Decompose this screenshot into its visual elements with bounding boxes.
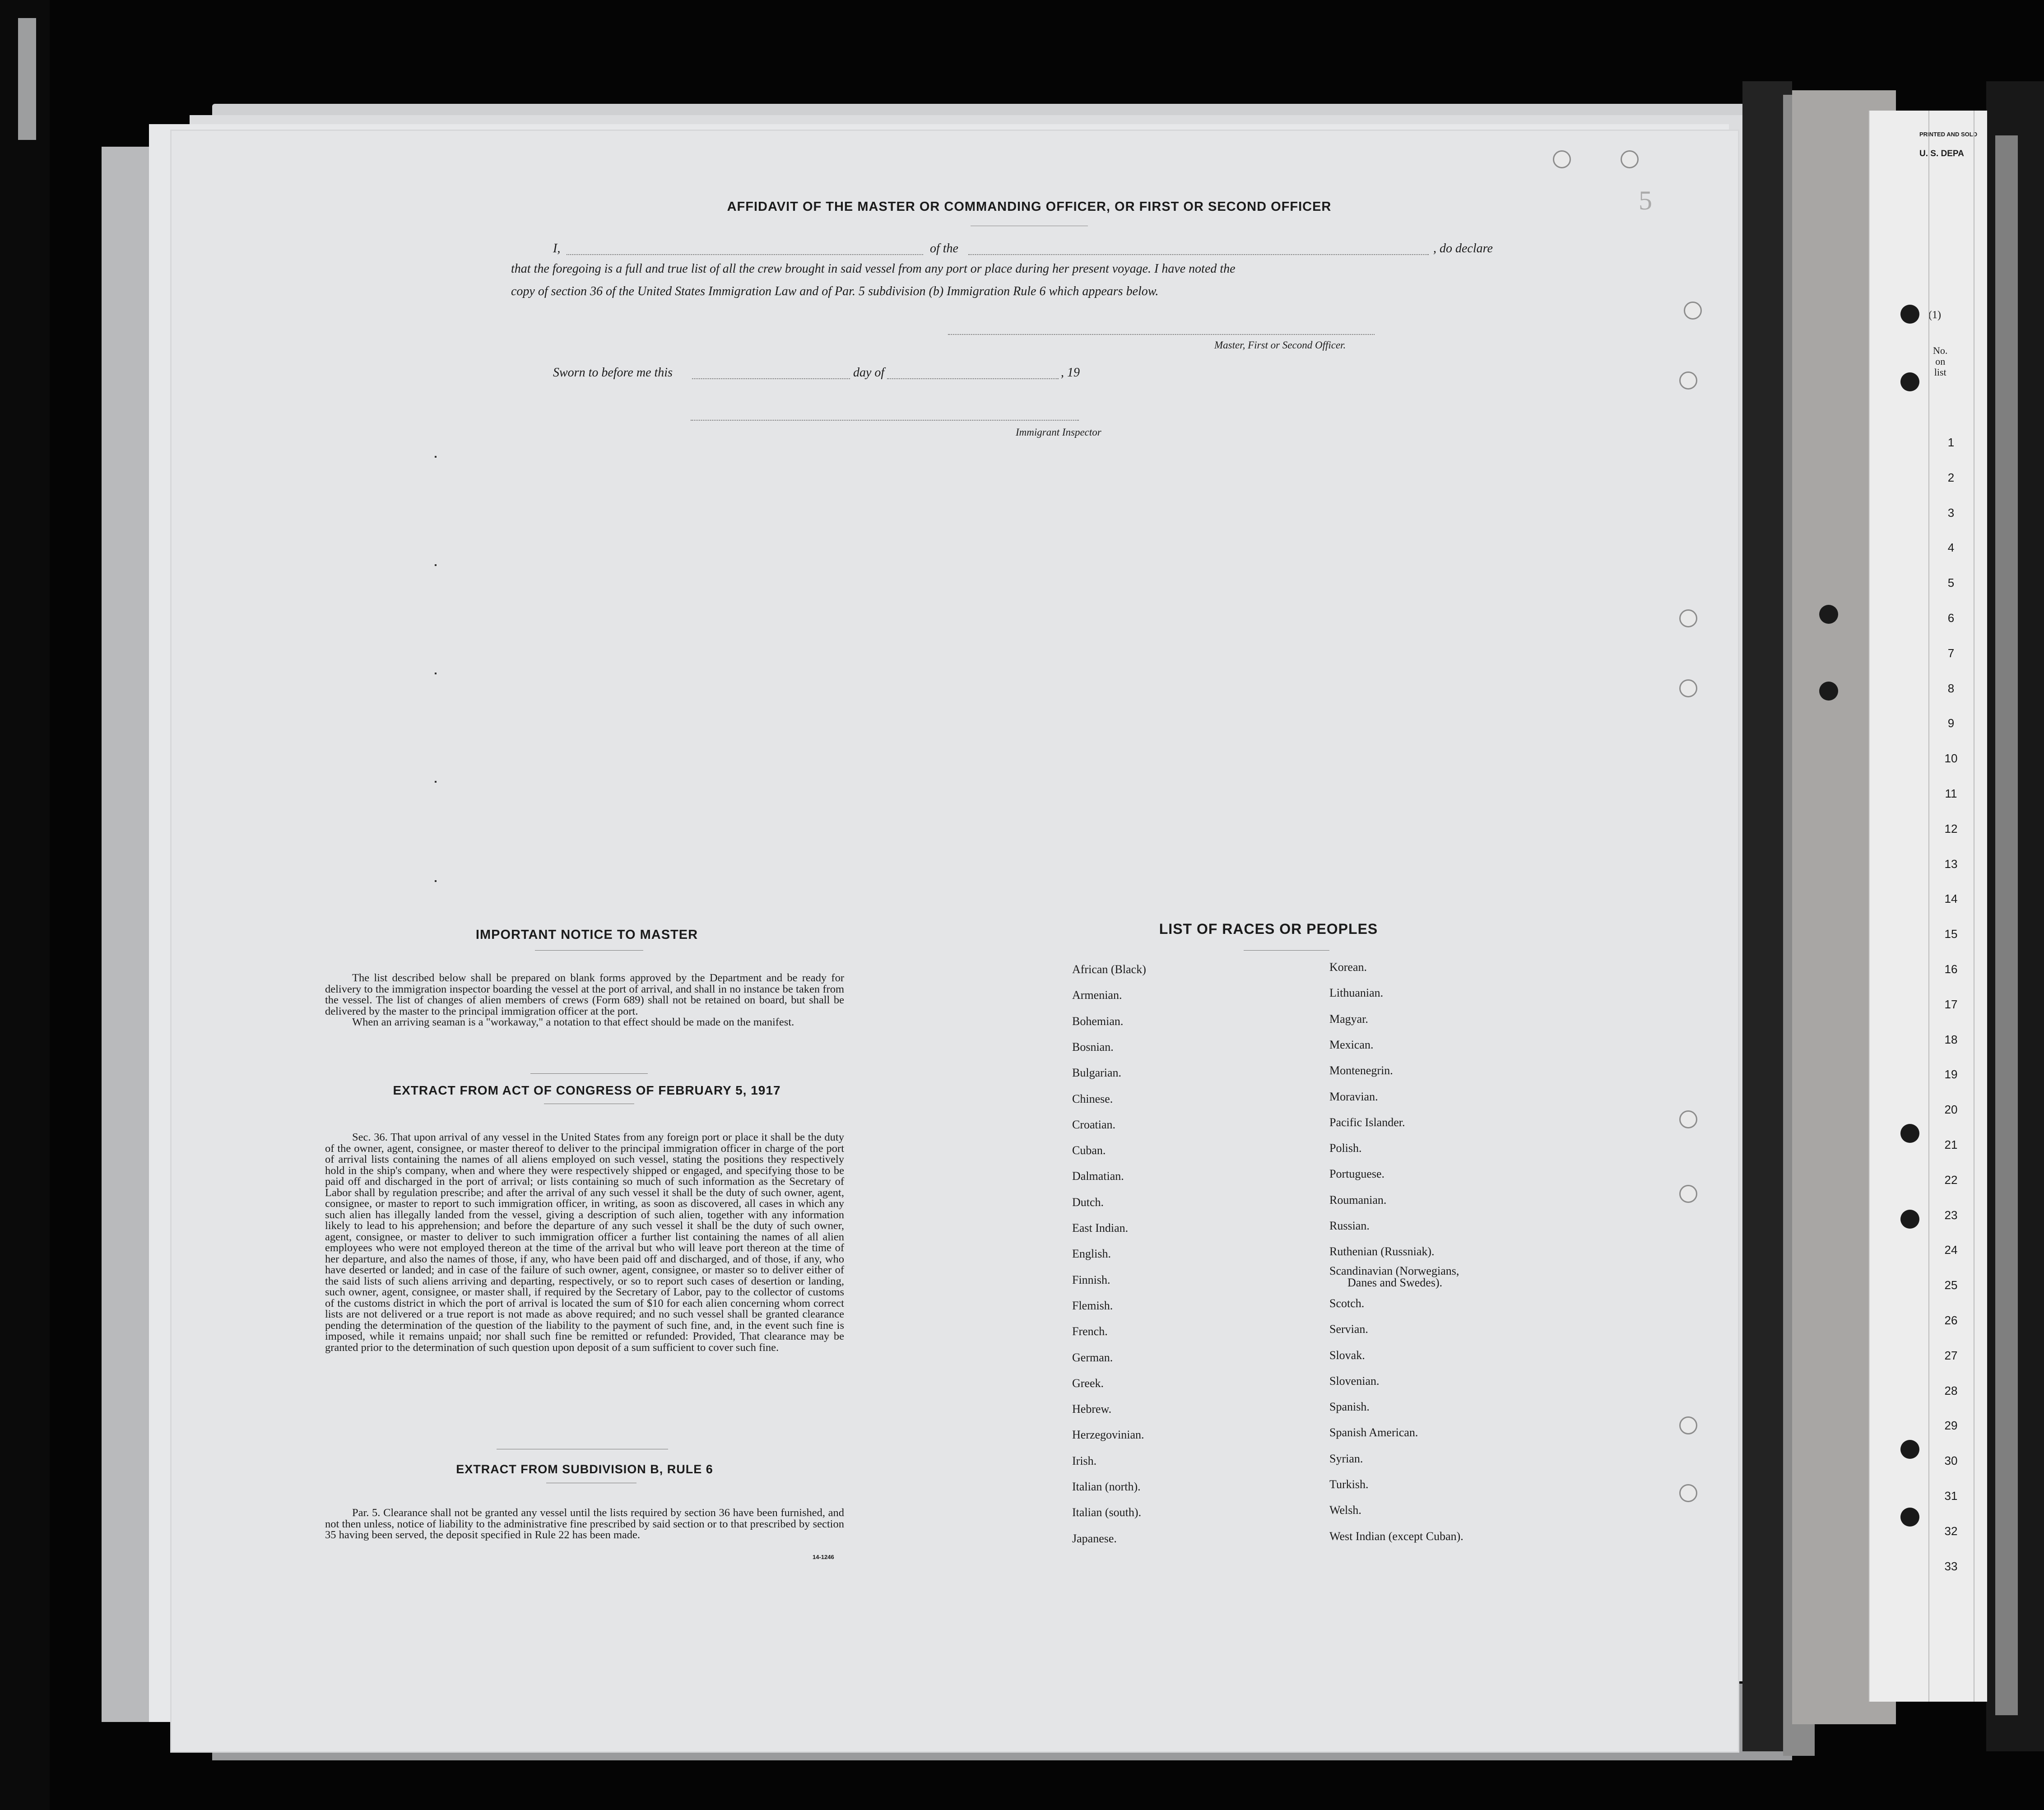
master-label: Master, First or Second Officer. — [1214, 339, 1346, 351]
strip-row-number: 29 — [1944, 1419, 1958, 1433]
binder-hole — [1900, 1508, 1919, 1527]
strip-header-1: PRINTED AND SOLD — [1919, 131, 1978, 138]
binder-hole — [1679, 1185, 1697, 1203]
binder-hole — [1900, 372, 1919, 391]
strip-row-number: 19 — [1944, 1067, 1958, 1081]
race-item: Japanese. — [1072, 1532, 1117, 1545]
master-signature-line — [948, 334, 1375, 335]
strip-header-2: U. S. DEPA — [1919, 149, 1964, 158]
affidavit-declare: , do declare — [1433, 241, 1493, 255]
race-item: Moravian. — [1329, 1090, 1378, 1103]
strip-row-number: 7 — [1947, 646, 1955, 660]
extract-rule-title: EXTRACT FROM SUBDIVISION B, RULE 6 — [456, 1462, 713, 1476]
race-item: Slovenian. — [1329, 1374, 1380, 1388]
strip-row-number: 13 — [1944, 857, 1958, 871]
race-item: Ruthenian (Russniak). — [1329, 1245, 1435, 1258]
binder-hole — [1900, 1124, 1919, 1143]
margin-dot — [435, 781, 437, 783]
race-item: Slovak. — [1329, 1348, 1365, 1362]
strip-sub-no: No. — [1933, 345, 1948, 356]
race-item: Dalmatian. — [1072, 1170, 1124, 1183]
extract-rule-body — [325, 1508, 844, 1541]
race-item: Spanish American. — [1329, 1426, 1418, 1439]
race-item: Lithuanian. — [1329, 986, 1384, 1000]
race-item: Scotch. — [1329, 1296, 1365, 1310]
race-item: Pacific Islander. — [1329, 1115, 1405, 1129]
strip-row-number: 8 — [1947, 681, 1955, 695]
binder-hole — [1679, 371, 1697, 390]
right-binding-strip — [1995, 135, 2018, 1715]
manifest-page — [172, 131, 1738, 1751]
strip-sub-on: on — [1935, 356, 1946, 367]
extract-act-title: EXTRACT FROM ACT OF CONGRESS OF FEBRUARY 5, 1917 — [393, 1083, 781, 1097]
strip-row-number: 23 — [1944, 1208, 1958, 1222]
strip-row-number: 9 — [1947, 716, 1955, 730]
strip-row-number: 18 — [1944, 1032, 1958, 1046]
races-rule — [1244, 950, 1329, 951]
affidavit-of-the: of the — [930, 241, 958, 255]
name-blank — [567, 254, 923, 255]
strip-row-number: 12 — [1944, 821, 1958, 835]
left-binding-strip — [18, 18, 36, 140]
race-item: Roumanian. — [1329, 1193, 1387, 1207]
race-item: French. — [1072, 1325, 1108, 1338]
inspector-signature-line — [691, 420, 1079, 421]
race-item: Armenian. — [1072, 989, 1122, 1002]
strip-row-number: 25 — [1944, 1278, 1958, 1292]
races-title: LIST OF RACES OR PEOPLES — [1159, 921, 1378, 937]
race-item: Syrian. — [1329, 1452, 1363, 1465]
strip-row-number: 22 — [1944, 1173, 1958, 1187]
strip-row-number: 6 — [1947, 611, 1955, 625]
race-item: Bosnian. — [1072, 1040, 1114, 1054]
strip-column-label: (1) — [1928, 309, 1941, 321]
race-item: Croatian. — [1072, 1118, 1116, 1131]
race-item: Portuguese. — [1329, 1167, 1385, 1181]
vessel-blank — [968, 254, 1429, 255]
race-item: Italian (south). — [1072, 1506, 1142, 1519]
race-item: African (Black) — [1072, 963, 1146, 976]
sworn-line — [553, 366, 1185, 384]
race-item: Montenegrin. — [1329, 1064, 1393, 1077]
strip-row-number: 33 — [1944, 1559, 1958, 1573]
race-item: Polish. — [1329, 1142, 1362, 1155]
binder-hole — [1553, 150, 1571, 168]
race-item: Hebrew. — [1072, 1402, 1112, 1416]
race-item: Irish. — [1072, 1454, 1097, 1467]
section-36-text: Sec. 36. That upon arrival of any vessel in the United States from any foreign port or place it shall be the duty of the owner, agent, consignee, or master thereof to deliver to the principal immigration officer in charge of the port of arrival lists containing the names of all aliens employed on such vessel, stating the positions they respectively hold in the ship's company, when and where they were respectively shipped or engaged, and specifying those to be paid off and discharged in the port of arrival; or lists containing so much of such information as the Secretary of Labor shall by regulation prescribe; and after the arrival of any such vessel it shall be the duty of such owner, agent, consignee, or master to report to such immigration officer, in writing, as soon as discovered, all cases in which any such alien has illegally landed from the vessel, giving a description of such alien, together with any information likely to lead to his apprehension; and before the departure of any such vessel it shall be the duty of such owner, agent, consignee, or master to deliver to such immigration officer a further list containing the names of all alien employees who were not employed thereon at the time of the arrival but who will leave port thereon at the time of her departure, and also the names of those, if any, who have been paid off and discharged, and of those, if any, who have deserted or landed; and in case of the failure of such owner, agent, consignee, or master so to deliver either of the said lists of such aliens arriving and departing, respectively, or so to report such cases of desertion or landing, such owner, agent, consignee, or master shall, if required by the Secretary of Labor, pay to the collector of customs of the customs district in which the port of arrival is located the sum of $10 for each alien concerning whom correct lists are not delivered or a true report is not made as above required; and no such vessel shall be granted clearance pending the determination of the question of the liability to the payment of such fine, and, in the event such fine is imposed, while it remains unpaid; nor shall such fine be remitted or refunded: Provided, That clearance may be granted prior to the determination of such question upon deposit of a sum sufficient to cover such fine. — [325, 1131, 844, 1354]
sworn-day-blank — [692, 378, 850, 379]
race-item: Russian. — [1329, 1219, 1370, 1232]
strip-row-number: 24 — [1944, 1243, 1958, 1257]
affidavit-line1 — [553, 241, 1555, 260]
margin-dot — [435, 564, 437, 566]
strip-sub-list: list — [1934, 367, 1946, 378]
month-blank — [887, 378, 1059, 379]
strip-row-number: 21 — [1944, 1138, 1958, 1151]
race-item: Dutch. — [1072, 1195, 1104, 1209]
strip-row-number: 27 — [1944, 1348, 1958, 1362]
race-item: Servian. — [1329, 1323, 1368, 1336]
affidavit-i: I, — [553, 241, 561, 255]
form-number: 14-1246 — [813, 1554, 834, 1560]
race-item: Italian (north). — [1072, 1480, 1141, 1493]
strip-row-number: 32 — [1944, 1524, 1958, 1538]
strip-row-number: 5 — [1947, 576, 1955, 590]
strip-row-number: 17 — [1944, 997, 1958, 1011]
strip-row-number: 10 — [1944, 752, 1958, 766]
margin-dot — [435, 673, 437, 674]
day-of-text: day of — [853, 366, 885, 380]
sworn-text: Sworn to before me this — [553, 366, 673, 380]
page-mark: 5 — [1639, 186, 1652, 215]
binder-hole — [1679, 1416, 1697, 1434]
race-item: Flemish. — [1072, 1299, 1113, 1312]
race-item: German. — [1072, 1351, 1113, 1364]
affidavit-title: AFFIDAVIT OF THE MASTER OR COMMANDING OFFICER, OR FIRST OR SECOND OFFICER — [727, 200, 1332, 214]
race-item: Finnish. — [1072, 1273, 1110, 1286]
race-item: Magyar. — [1329, 1012, 1368, 1026]
strip-row-number: 4 — [1947, 541, 1955, 555]
binder-hole — [1679, 679, 1697, 697]
strip-row-number: 14 — [1944, 892, 1958, 906]
year-text: , 19 — [1061, 366, 1080, 380]
race-item: Scandinavian (Norwegians, Danes and Swedes). — [1329, 1264, 1459, 1289]
race-item: Chinese. — [1072, 1092, 1113, 1105]
notice-rule — [535, 950, 643, 951]
strip-row-number: 2 — [1947, 470, 1955, 484]
binder-hole — [1684, 302, 1702, 320]
binder-hole — [1679, 1110, 1697, 1128]
strip-column-sub — [1933, 345, 1947, 378]
strip-row-number: 31 — [1944, 1489, 1958, 1503]
strip-row-number: 16 — [1944, 962, 1958, 976]
strip-row-number: 1 — [1947, 436, 1955, 449]
strip-row-number: 11 — [1945, 787, 1957, 800]
binder-hole — [1621, 150, 1639, 168]
strip-rule — [1928, 111, 1929, 1702]
strip-row-number: 20 — [1944, 1103, 1958, 1117]
race-item: English. — [1072, 1247, 1111, 1261]
binder-hole — [1900, 305, 1919, 324]
race-item: Mexican. — [1329, 1038, 1374, 1051]
extract-act-body — [325, 1132, 844, 1353]
race-item: Spanish. — [1329, 1400, 1370, 1414]
strip-row-number: 28 — [1944, 1383, 1958, 1397]
notice-paragraph-1: The list described below shall be prepared on blank forms approved by the Department and be ready for delivery to the immigration inspector boarding the vessel at the port of arrival, and shall in no instance be taken from the vessel. The list of changes of alien members of crews (Form 689) shall not be retained on board, but shall be delivered by the master to the principal immigration officer at the port. — [325, 972, 844, 1017]
affidavit-line3: copy of section 36 of the United States Immigration Law and of Par. 5 subdivision (b) Immigration Rule 6 which appears below. — [511, 284, 1159, 298]
affidavit-line2: that the foregoing is a full and true list of all the crew brought in said vessel from any port or place during her present voyage. I have noted the — [511, 262, 1236, 276]
notice-body — [325, 973, 844, 1028]
binder-hole — [1819, 605, 1838, 624]
race-item: Cuban. — [1072, 1144, 1106, 1157]
strip-row-number: 3 — [1947, 506, 1955, 520]
race-item: Greek. — [1072, 1376, 1104, 1390]
inspector-label: Immigrant Inspector — [1016, 427, 1101, 438]
par-5-text: Par. 5. Clearance shall not be granted any vessel until the lists required by section 36 have been furnished, and not then unless, notice of liability to the administrative fine prescribed by said section or to that prescribed by section 35 having been served, the deposit specified in Rule 22 has been made. — [325, 1507, 844, 1541]
binder-hole — [1900, 1440, 1919, 1459]
margin-dot — [435, 456, 437, 458]
strip-row-number: 26 — [1944, 1313, 1958, 1327]
race-item: Bohemian. — [1072, 1014, 1124, 1028]
race-item: Herzegovinian. — [1072, 1428, 1144, 1442]
race-item: Turkish. — [1329, 1478, 1369, 1491]
margin-dot — [435, 880, 437, 882]
notice-title: IMPORTANT NOTICE TO MASTER — [475, 928, 698, 942]
strip-row-number: 30 — [1944, 1454, 1958, 1468]
section-rule — [530, 1073, 648, 1074]
binder-hole — [1679, 1484, 1697, 1502]
strip-row-number: 15 — [1944, 927, 1958, 941]
binder-hole — [1819, 682, 1838, 701]
adjacent-list-strip — [1869, 111, 1987, 1702]
race-item: West Indian (except Cuban). — [1329, 1529, 1463, 1543]
race-item: East Indian. — [1072, 1221, 1129, 1235]
left-binding — [0, 0, 50, 1810]
binder-hole — [1900, 1210, 1919, 1229]
notice-paragraph-2: When an arriving seaman is a "workaway," a notation to that effect should be made on the manifest. — [352, 1016, 794, 1028]
binder-hole — [1679, 609, 1697, 627]
race-item: Welsh. — [1329, 1504, 1361, 1517]
race-item: Korean. — [1329, 961, 1367, 974]
race-item: Bulgarian. — [1072, 1066, 1122, 1080]
